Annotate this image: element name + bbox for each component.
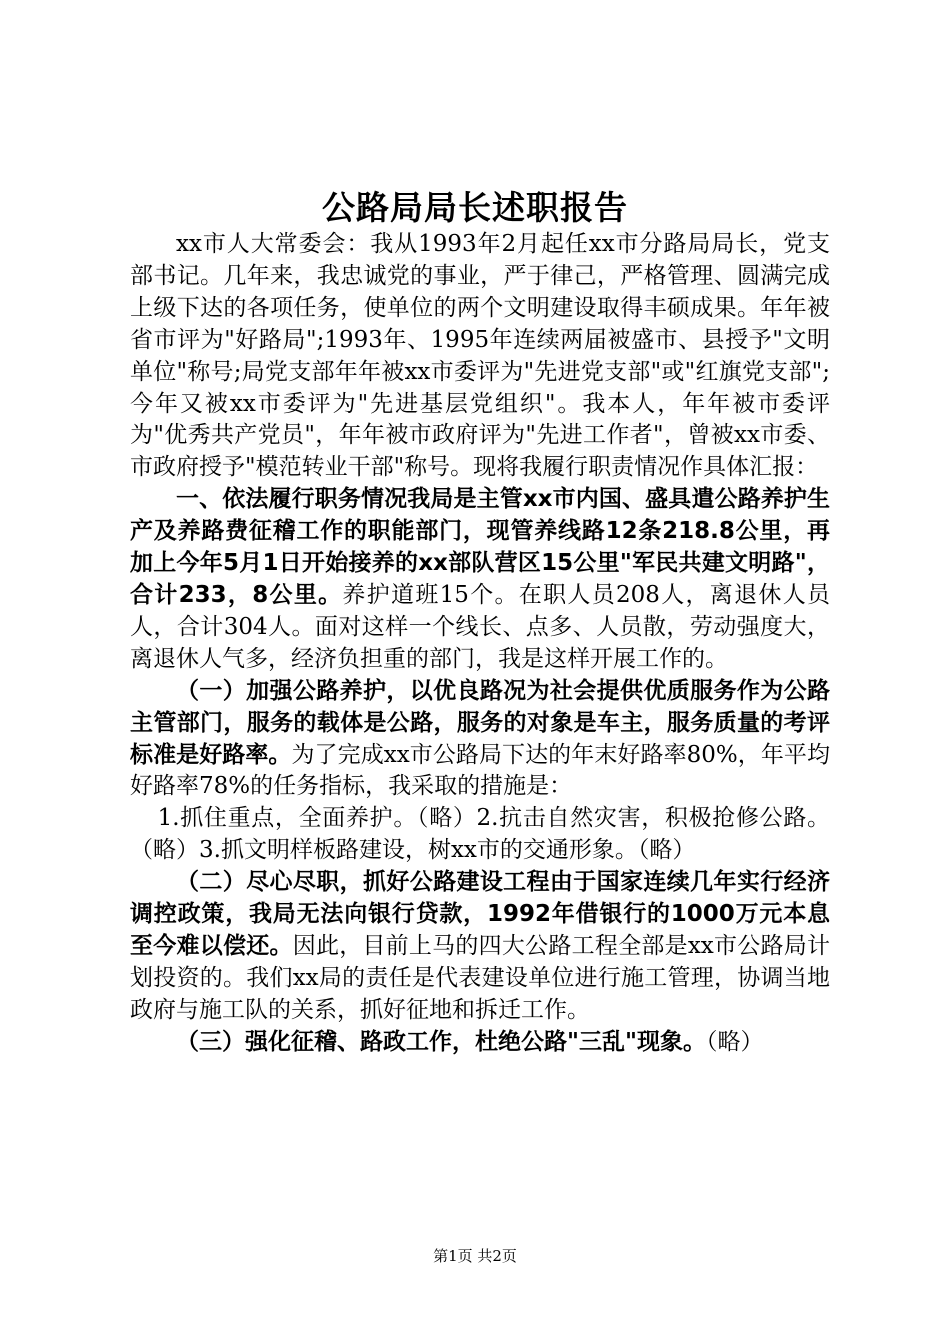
document-body <box>130 229 830 1059</box>
paragraph-text: 因此，目前上马的四大公路工程全部是xx市公路局计划投资的。我们xx局的责任是代表建设单位进行施工管理，协调当地政府与施工队的关系，抓好征地和拆迁工作。 <box>130 932 830 1023</box>
document-title: 公路局局长述职报告 <box>322 188 628 227</box>
section-heading: （二）尽心尽职，抓好公路建设工程由于国家连续几年实行经济调控政策，我局无法向银行贷款，1992年借银行的1000万元本息至今难以偿还。 <box>130 869 830 959</box>
section-heading: （一）加强公路养护，以优良路况为社会提供优质服务作为公路主管部门，服务的载体是公路，服务的对象是车主，服务质量的考评标准是好路率。 <box>130 677 830 768</box>
paragraph-measures <box>130 803 830 867</box>
paragraph-text: （略） <box>705 1028 764 1055</box>
section-heading: （三）强化征稽、路政工作，杜绝公路"三乱"现象。 <box>176 1028 706 1055</box>
paragraph-section-1 <box>130 484 830 675</box>
paragraph-text: 养护道班15个。在职人员208人，离退休人员人，合计304人。面对这样一个线长、点多、人员散，劳动强度大，离退休人气多，经济负担重的部门，我是这样开展工作的。 <box>130 581 830 672</box>
paragraph-intro <box>130 229 830 484</box>
paragraph-subsection-1 <box>130 676 830 804</box>
paragraph-subsection-3 <box>130 1027 830 1059</box>
paragraph-subsection-2 <box>130 867 830 1027</box>
paragraph-text: 1.抓住重点，全面养护。（略）2.抗击自然灾害，积极抢修公路。（略）3.抓文明样板路建设，树xx市的交通形象。（略） <box>130 805 830 864</box>
paragraph-text: xx市人大常委会：我从1993年2月起任xx市分路局局长，党支部书记。几年来，我忠诚党的事业，严于律己，严格管理、圆满完成上级下达的各项任务，使单位的两个文明建设取得丰硕成果。年年被省市评为"好路局";1993年、1995年连续两届被盛市、县授予"文明单位"称号;局党支部年年被xx市委评为"先进党支部"或"红旗党支部";今年又被xx市委评为"先进基层党组织"。我本人，年年被市委评为"优秀共产党员"，年年被市政府评为"先进工作者"，曾被xx市委、市政府授予"模范转业干部"称号。现将我履行职责情况作具体汇报： <box>130 231 830 481</box>
paragraph-text: 为了完成xx市公路局下达的年末好路率80%，年平均好路率78%的任务指标，我采取的措施是： <box>130 741 830 800</box>
section-heading: 一、依法履行职务情况我局是主管xx市内国、盛具遣公路养护生产及养路费征稽工作的职能部门，现管养线路12条218.8公里，再加上今年5月1日开始接养的xx部队营区15公里"军民共建文明路"，合计233，8公里。 <box>130 486 830 608</box>
page-number: 第1页 共2页 <box>433 1247 517 1265</box>
